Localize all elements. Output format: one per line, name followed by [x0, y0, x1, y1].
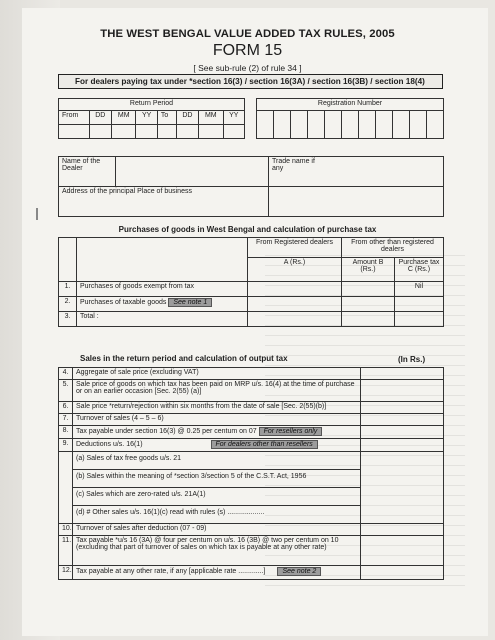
purchases-row: [59, 297, 444, 312]
note-tag: For resellers only: [259, 427, 323, 436]
purchases-title: Purchases of goods in West Bengal and calculation of purchase tax: [118, 225, 377, 234]
deduction-amount-field[interactable]: [361, 452, 444, 524]
sales-row: [59, 439, 444, 452]
from-dd: DD: [89, 111, 111, 125]
note-tag: See note 2: [277, 567, 321, 576]
from-mm: MM: [111, 111, 135, 125]
form-number: FORM 15: [212, 42, 283, 59]
row-description: Total :: [77, 312, 248, 327]
amount-a-field[interactable]: [248, 297, 342, 312]
reg-digit[interactable]: [359, 111, 376, 139]
reg-digit[interactable]: [376, 111, 393, 139]
to-mm: MM: [199, 111, 223, 125]
to-label: To: [157, 111, 176, 125]
row-description: Sale price *return/rejection within six months from the date of sale [Sec. 2(55)(b)]: [73, 402, 361, 414]
purchases-head-desc: [77, 238, 248, 282]
reg-digit[interactable]: [427, 111, 444, 139]
sales-row: [59, 426, 444, 439]
from-yy: YY: [136, 111, 157, 125]
row-number: 6.: [59, 402, 73, 414]
from-label: From: [59, 111, 90, 125]
punch-mark: [36, 208, 38, 220]
reg-digit[interactable]: [274, 111, 291, 139]
dealer-type-text: For dealers paying tax under *section 16(3) / section 16(3A) / section 16(3B) / section 18(4): [75, 77, 425, 86]
row-number: 7.: [59, 414, 73, 426]
to-blank[interactable]: [157, 125, 176, 139]
sub-item: (d) # Other sales u/s. 16(1)(c) read with rules (s) ...................: [76, 509, 265, 516]
to-yy: YY: [223, 111, 244, 125]
row-number: 8.: [59, 426, 73, 439]
row-description: Aggregate of sale price (excluding VAT): [73, 368, 361, 380]
amount-field[interactable]: [361, 439, 444, 452]
from-yy-field[interactable]: [136, 125, 157, 139]
amount-field[interactable]: [361, 414, 444, 426]
sales-row: [59, 368, 444, 380]
purchases-row: [59, 282, 444, 297]
dealer-table: [58, 156, 444, 217]
purchase-tax-field[interactable]: [395, 312, 444, 327]
sales-row: [59, 524, 444, 536]
purchases-table: [58, 237, 444, 327]
trade-name-field[interactable]: [319, 157, 444, 187]
row-number: 11.: [59, 536, 73, 566]
row-description: Purchases of goods exempt from tax: [77, 282, 248, 297]
amount-field[interactable]: [361, 566, 444, 580]
purchases-row: [59, 312, 444, 327]
registration-table: [256, 98, 444, 139]
amount-b-field[interactable]: [342, 312, 395, 327]
subrow-cell: [73, 452, 361, 524]
row-description: [77, 297, 248, 312]
row-number: 4.: [59, 368, 73, 380]
row-text: Deductions u/s. 16(1): [76, 441, 143, 448]
from-blank[interactable]: [59, 125, 90, 139]
sub-item: (a) Sales of tax free goods u/s. 21: [73, 452, 360, 470]
form-title: THE WEST BENGAL VALUE ADDED TAX RULES, 2005: [100, 28, 395, 40]
to-mm-field[interactable]: [199, 125, 223, 139]
address-field[interactable]: [269, 187, 444, 217]
reg-digit[interactable]: [308, 111, 325, 139]
purchase-tax-value: Nil: [395, 282, 444, 297]
subrow-blank: [59, 452, 73, 524]
sales-row: [59, 380, 444, 402]
unit-label: (In Rs.): [398, 355, 426, 364]
reg-digit[interactable]: [325, 111, 342, 139]
return-period-title: Return Period: [59, 99, 245, 111]
row-description: [73, 426, 361, 439]
to-dd: DD: [176, 111, 198, 125]
row-text: Tax payable at any other rate, if any [applicable rate .............]: [76, 568, 266, 575]
row-number: 1.: [59, 282, 77, 297]
row-description: [73, 439, 361, 452]
amount-b-field[interactable]: [342, 297, 395, 312]
address-label: Address of the principal Place of business: [59, 187, 269, 217]
registration-title: Registration Number: [257, 99, 444, 111]
row-number: 12.: [59, 566, 73, 580]
reg-digit[interactable]: [393, 111, 410, 139]
row-description: Tax payable *u/s 16 (3A) @ four per centum on u/s. 16 (3B) @ two per centum on 10 (excluding that part of turnover of sales on which tax is payable at any other rate): [73, 536, 361, 566]
row-description: [73, 566, 361, 580]
sub-item: (b) Sales within the meaning of *section 3/section 5 of the C.S.T. Act, 1956: [73, 470, 360, 488]
dealer-name-field[interactable]: [116, 157, 269, 187]
sub-item: (c) Sales which are zero-rated u/s. 21A(1): [73, 488, 360, 506]
sales-row: [59, 566, 444, 580]
col-c: Purchase tax C (Rs.): [395, 258, 444, 282]
row-text: Purchases of taxable goods: [80, 299, 167, 306]
row-number: 2.: [59, 297, 77, 312]
amount-b-field[interactable]: [342, 282, 395, 297]
row-number: 3.: [59, 312, 77, 327]
row-description: Sale price of goods on which tax has been paid on MRP u/s. 16(4) at the time of purchase or on an earlier occasion [Sec. 2(55) (a)]: [73, 380, 361, 402]
col-b: Amount B (Rs.): [342, 258, 395, 282]
to-yy-field[interactable]: [223, 125, 244, 139]
return-period-table: [58, 98, 245, 139]
row-number: 10.: [59, 524, 73, 536]
row-number: 9.: [59, 439, 73, 452]
note-tag: See note 1: [168, 298, 212, 307]
sales-row: [59, 414, 444, 426]
sub-rule: [ See sub-rule (2) of rule 34 ]: [193, 63, 302, 73]
amount-field[interactable]: [361, 368, 444, 380]
amount-field[interactable]: [361, 426, 444, 439]
sales-row: [59, 536, 444, 566]
amount-field[interactable]: [361, 402, 444, 414]
from-dd-field[interactable]: [89, 125, 111, 139]
reg-digit[interactable]: [410, 111, 427, 139]
deductions-subrows: [59, 452, 444, 524]
trade-name-label: Trade name if any: [269, 157, 320, 187]
row-description: Turnover of sales (4 – 5 – 6): [73, 414, 361, 426]
amount-a-field[interactable]: [248, 282, 342, 297]
amount-field[interactable]: [361, 536, 444, 566]
note-tag: For dealers other than resellers: [211, 440, 318, 449]
reg-digit[interactable]: [291, 111, 308, 139]
sales-row: [59, 402, 444, 414]
from-mm-field[interactable]: [111, 125, 135, 139]
sales-title: Sales in the return period and calculation of output tax: [80, 354, 288, 363]
purchases-head-no: [59, 238, 77, 282]
amount-a-field[interactable]: [248, 312, 342, 327]
amount-field[interactable]: [361, 524, 444, 536]
sales-table: [58, 367, 444, 580]
col-other: From other than registered dealers: [342, 238, 444, 258]
dealer-type-band: [58, 74, 443, 89]
to-dd-field[interactable]: [176, 125, 198, 139]
reg-digit[interactable]: [257, 111, 274, 139]
row-description: Turnover of sales after deduction (07 - 09): [73, 524, 361, 536]
reg-digit[interactable]: [342, 111, 359, 139]
row-text: Tax payable under section 16(3) @ 0.25 per centum on 07: [76, 428, 257, 435]
col-registered: From Registered dealers: [248, 238, 342, 258]
amount-field[interactable]: [361, 380, 444, 402]
purchase-tax-field[interactable]: [395, 297, 444, 312]
row-number: 5.: [59, 380, 73, 402]
dealer-name-label: Name of the Dealer: [59, 157, 116, 187]
col-a: A (Rs.): [248, 258, 342, 282]
